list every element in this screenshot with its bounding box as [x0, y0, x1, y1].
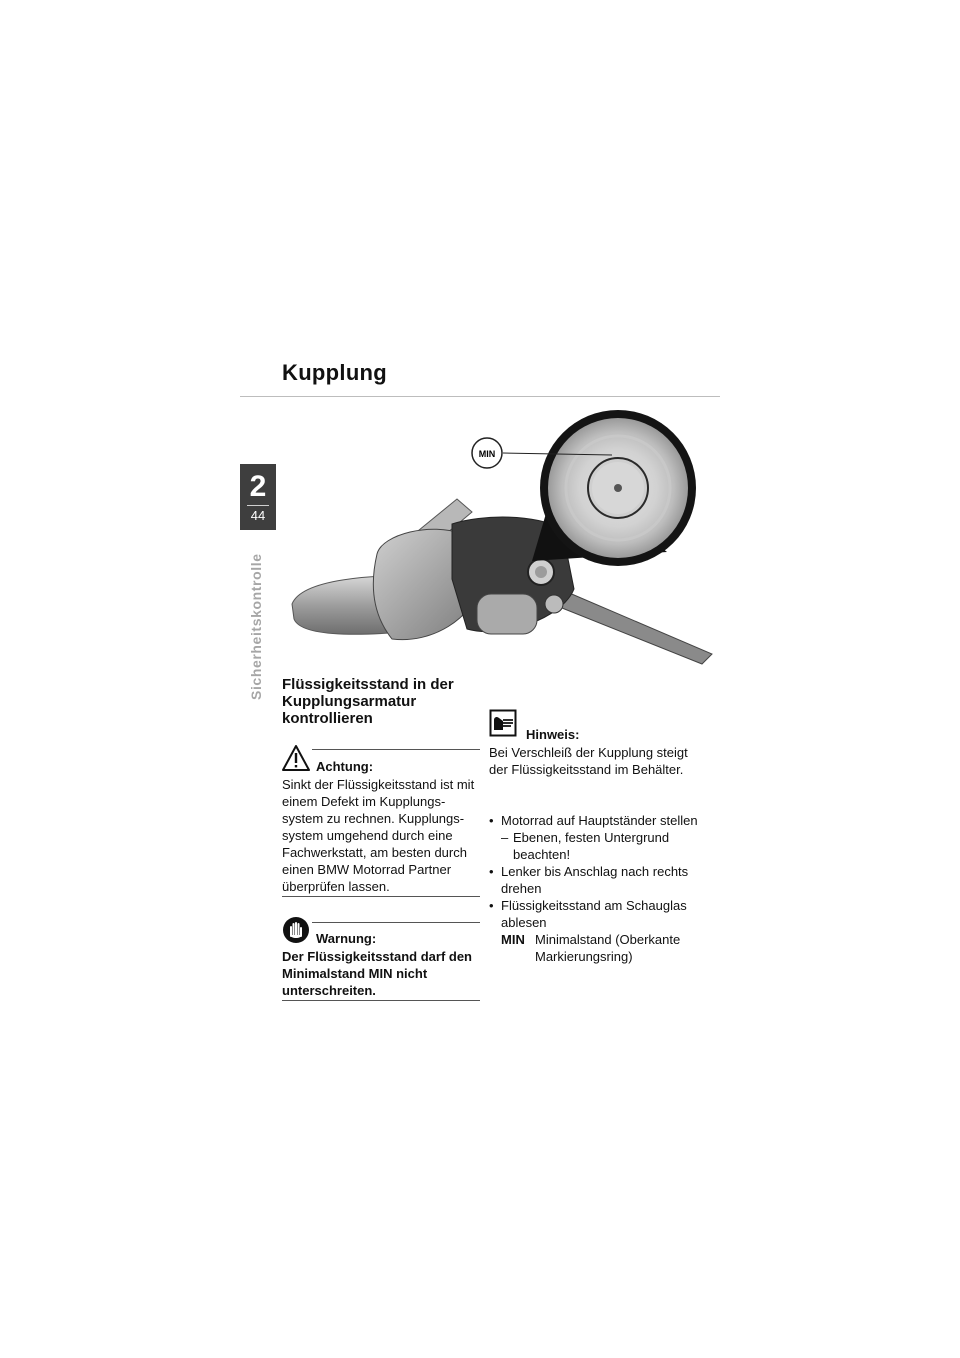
section-side-label: Sicherheitskontrolle	[248, 553, 264, 700]
list-item	[489, 829, 701, 863]
caution-bottom-rule	[282, 896, 480, 897]
substep-text: Ebenen, festen Untergrund beachten!	[513, 830, 670, 862]
bullet: •	[489, 864, 494, 879]
warning-top-rule	[312, 922, 480, 923]
note-heading: Hinweis:	[526, 727, 580, 742]
note-icon	[489, 709, 517, 737]
chapter-divider	[247, 505, 269, 506]
warning-text: Der Flüssigkeitsstand darf den Minimalstand MIN nicht unterschreiten.	[282, 949, 472, 998]
definition-item	[489, 931, 701, 965]
chapter-number: 2	[249, 470, 267, 503]
page-number: 44	[250, 508, 266, 523]
step-text: Motorrad auf Hauptständer stellen	[501, 813, 698, 828]
caution-top-rule	[312, 749, 480, 750]
section-title: Flüssigkeitsstand in der Kupplungsarmatur kontrollieren	[282, 676, 454, 727]
min-label: MIN	[478, 449, 496, 459]
definition-term: MIN	[501, 932, 525, 947]
clutch-illustration	[282, 404, 720, 672]
bullet: •	[489, 813, 494, 828]
dash: –	[501, 830, 509, 845]
list-item	[489, 812, 701, 829]
bullet: •	[489, 898, 494, 913]
list-item	[489, 897, 701, 931]
list-item	[489, 863, 701, 897]
note-text: Bei Verschleiß der Kupplung steigt der Flüssigkeitsstand im Behälter.	[489, 745, 688, 777]
step-text: Flüssigkeitsstand am Schauglas ablesen	[501, 898, 687, 930]
step-text: Lenker bis Anschlag nach rechts drehen	[501, 864, 689, 896]
warning-triangle-icon	[282, 744, 310, 772]
stop-hand-icon	[282, 916, 310, 944]
warning-bottom-rule	[282, 1000, 480, 1001]
warning-heading: Warnung:	[316, 931, 377, 946]
caution-heading: Achtung:	[316, 759, 374, 774]
steps-list	[489, 812, 701, 965]
page-title: Kupplung	[282, 360, 388, 385]
caution-text: Sinkt der Flüssigkeitsstand ist mit einem Defekt im Kupplungs-system zu rechnen. Kupplungs-system umgehend durch eine Fachwerkstatt, am besten durch einen BMW Motorrad Partner überprüfen lassen.	[282, 777, 475, 894]
definition-text: Minimalstand (Oberkante Markierungsring)	[535, 932, 681, 964]
header-divider	[240, 396, 720, 397]
